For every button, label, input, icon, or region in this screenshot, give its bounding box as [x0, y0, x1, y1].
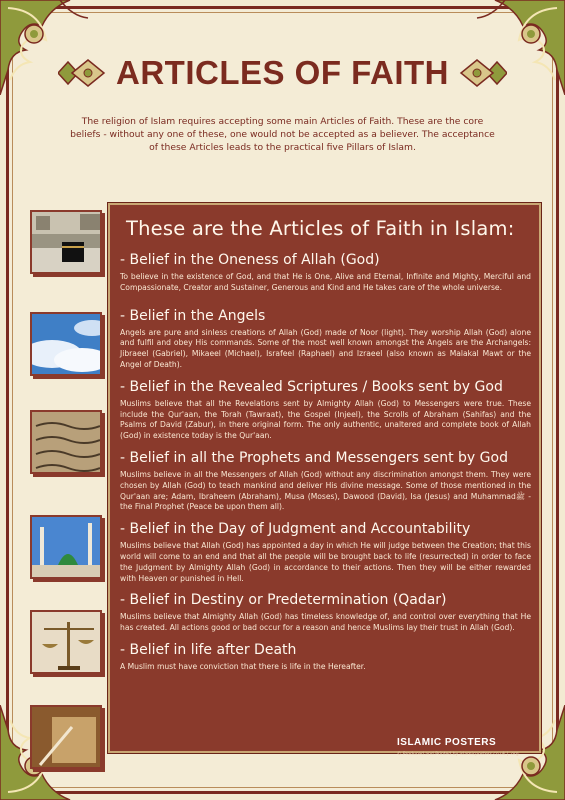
title-ornament-icon — [459, 56, 507, 90]
article-oneness — [120, 252, 531, 294]
article-text: Muslims believe in all the Messengers of Allah (God) without any discrimination amongst them. They were chosen by Allah (God) to teach mankind and deliver His divine message. Some of those mentioned in the Qur'aan are; Adam, Ibraheem (Abraham), Musa (Moses), Dawood (David), Isa (Jesus) and Muhammadﷺ - the Final Prophet (Peace be upon them all). — [120, 469, 532, 512]
publisher-logo — [397, 732, 517, 762]
intro-paragraph: The religion of Islam requires accepting some main Articles of Faith. These are the core beliefs - without any one of these, one would not be accepted as a believer. The acceptance of these Articles leads to the practical five Pillars of Islam. — [70, 116, 495, 153]
page-title: ARTICLES OF FAITH — [116, 54, 449, 91]
title-ornament-icon — [58, 56, 106, 90]
logo-text: ISLAMIC POSTERS — [397, 737, 497, 748]
article-destiny — [120, 592, 531, 634]
article-heading: - Belief in the Day of Judgment and Accountability — [120, 521, 471, 538]
article-text: A Muslim must have conviction that there is life in the Hereafter. — [120, 661, 366, 671]
article-text: Muslims believe that all the Revelations sent by Almighty Allah (God) to Messengers were true. These include the Qur'aan, the Torah (Tawraat), the Gospel (Injeel), the Scrolls of Abraham (Sahifas) and the Psalms of David (Zabur), in there original form. The only authentic, unaltered and complete book of Allah (God) in existence today is the Qur'aan. — [120, 398, 531, 441]
green-dome-mosque-photo — [30, 515, 102, 579]
article-heading: - Belief in Destiny or Predetermination (Qadar) — [120, 592, 447, 609]
article-prophets — [120, 450, 531, 513]
panel-title: These are the Articles of Faith in Islam: — [126, 217, 515, 240]
articles-panel — [108, 203, 541, 753]
quill-ink-photo — [30, 705, 102, 769]
article-heading: - Belief in all the Prophets and Messengers sent by God — [120, 449, 508, 466]
article-text: Muslims believe that Allah (God) has appointed a day in which He will judge between the Creation; that this world will come to an end and that all the people will be brought back to life (resurrected) in order to face the Judgment by Almighty Allah (God) in accordance to their actions. Then they will be either rewarded with Heaven or punished in Hell. — [120, 541, 531, 583]
article-text: To believe in the existence of God, and that He is One, Alive and Eternal, Infinite and Mighty, Merciful and Compassionate, Creator and Sustainer, Generous and Kind and He takes care of the whole universe. — [120, 272, 531, 292]
article-heading: - Belief in the Revealed Scriptures / Books sent by God — [120, 378, 503, 395]
sky-clouds-photo — [30, 312, 102, 376]
article-text: Muslims believe that Almighty Allah (God) has timeless knowledge of, and control over everything that He has created. All actions good or bad occur for a reason and hence Muslims lay their trust in Allah (God). — [120, 612, 531, 633]
article-heading: - Belief in the Oneness of Allah (God) — [120, 252, 380, 268]
article-heading: - Belief in life after Death — [120, 641, 297, 658]
article-afterlife — [120, 642, 531, 673]
title-bar — [0, 48, 565, 98]
article-angels — [120, 308, 531, 371]
scripture-manuscript-photo — [30, 410, 102, 474]
scales-of-justice-photo — [30, 610, 102, 674]
kaaba-photo — [30, 210, 102, 274]
credit-line: © Produced and Printed by islamicposters.co.uk | .org — [397, 752, 519, 757]
article-judgment — [120, 521, 531, 584]
article-text: Angels are pure and sinless creations of Allah (God) made of Noor (light). They worship Allah (God) alone and fulfil and obey His commands. Some of the most well known amongst the Angels are the Archangels: Jibraeel (Gabriel), Mikaeel (Michael), Israfeel (Raphael) and Izraeel (also known as Malakal Mawt or the Angel of Death). — [120, 327, 531, 369]
article-heading: - Belief in the Angels — [120, 307, 266, 324]
article-scriptures — [120, 379, 531, 442]
